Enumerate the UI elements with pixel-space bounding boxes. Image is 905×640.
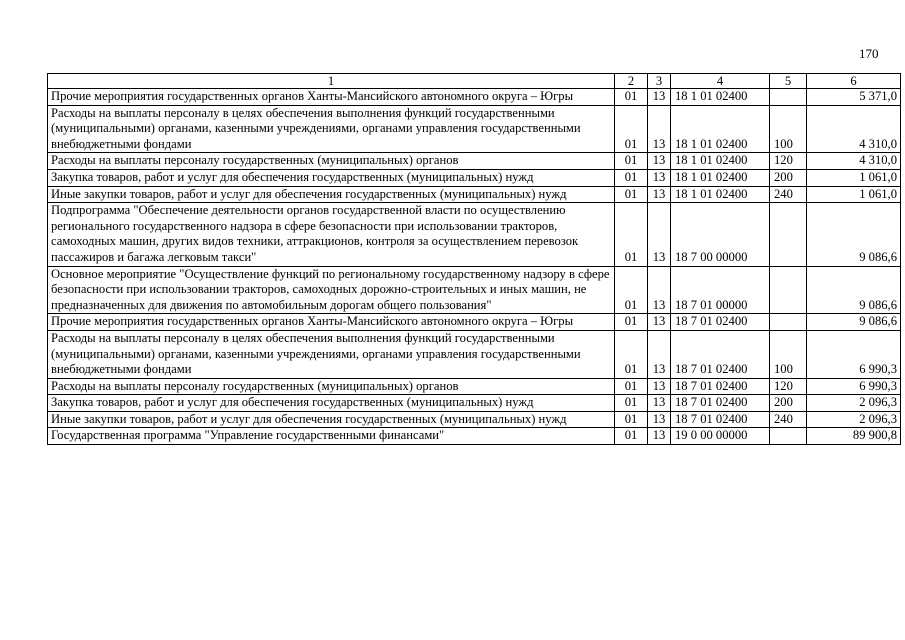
expense-type-cell: 240 — [770, 411, 807, 428]
subsection-code-cell: 13 — [648, 378, 671, 395]
target-article-cell: 18 7 01 02400 — [671, 330, 770, 378]
item-name-cell: Закупка товаров, работ и услуг для обеспечения государственных (муниципальных) нужд — [48, 169, 615, 186]
section-code-cell: 01 — [615, 330, 648, 378]
section-code-cell: 01 — [615, 89, 648, 106]
target-article-cell: 18 7 00 00000 — [671, 203, 770, 266]
section-code-cell: 01 — [615, 203, 648, 266]
expense-type-cell: 120 — [770, 153, 807, 170]
expense-type-cell — [770, 89, 807, 106]
target-article-cell: 18 7 01 02400 — [671, 378, 770, 395]
target-article-cell: 18 1 01 02400 — [671, 153, 770, 170]
item-name-cell: Расходы на выплаты персоналу государственных (муниципальных) органов — [48, 153, 615, 170]
expense-type-cell — [770, 266, 807, 314]
expense-type-cell: 100 — [770, 105, 807, 153]
subsection-code-cell: 13 — [648, 428, 671, 445]
table-row — [48, 153, 901, 170]
section-code-cell: 01 — [615, 266, 648, 314]
amount-cell: 9 086,6 — [807, 266, 901, 314]
expense-type-cell: 200 — [770, 169, 807, 186]
section-code-cell: 01 — [615, 428, 648, 445]
section-code-cell: 01 — [615, 395, 648, 412]
target-article-cell: 18 1 01 02400 — [671, 89, 770, 106]
column-number: 5 — [770, 74, 807, 89]
subsection-code-cell: 13 — [648, 395, 671, 412]
column-number: 2 — [615, 74, 648, 89]
item-name-cell: Расходы на выплаты персоналу в целях обеспечения выполнения функций государственными (муниципальными) органами, казенными учреждениями, органами управления государственными внебюджетными фондами — [48, 105, 615, 153]
table-row — [48, 203, 901, 266]
target-article-cell: 18 1 01 02400 — [671, 169, 770, 186]
amount-cell: 89 900,8 — [807, 428, 901, 445]
table-row — [48, 395, 901, 412]
amount-cell: 1 061,0 — [807, 169, 901, 186]
target-article-cell: 18 7 01 02400 — [671, 411, 770, 428]
section-code-cell: 01 — [615, 169, 648, 186]
subsection-code-cell: 13 — [648, 330, 671, 378]
item-name-cell: Расходы на выплаты персоналу государственных (муниципальных) органов — [48, 378, 615, 395]
column-number: 1 — [48, 74, 615, 89]
amount-cell: 9 086,6 — [807, 203, 901, 266]
page-number: 170 — [859, 46, 879, 61]
expense-type-cell — [770, 203, 807, 266]
amount-cell: 4 310,0 — [807, 105, 901, 153]
column-number: 6 — [807, 74, 901, 89]
table-row — [48, 89, 901, 106]
table-row — [48, 105, 901, 153]
subsection-code-cell: 13 — [648, 153, 671, 170]
item-name-cell: Подпрограмма "Обеспечение деятельности органов государственной власти по осуществлению регионального государственного надзора в сфере безопасности при использовании тракторов, самоходных машин, других видов техники, аттракционов, контроля за осуществлением перевозок пассажиров и багажа легковым такси" — [48, 203, 615, 266]
column-number: 3 — [648, 74, 671, 89]
item-name-cell: Иные закупки товаров, работ и услуг для обеспечения государственных (муниципальных) нужд — [48, 411, 615, 428]
target-article-cell: 18 1 01 02400 — [671, 186, 770, 203]
table-row — [48, 428, 901, 445]
table-row — [48, 266, 901, 314]
table-row — [48, 411, 901, 428]
target-article-cell: 19 0 00 00000 — [671, 428, 770, 445]
expense-type-cell: 120 — [770, 378, 807, 395]
target-article-cell: 18 7 01 02400 — [671, 395, 770, 412]
budget-table — [47, 73, 901, 445]
expense-type-cell — [770, 428, 807, 445]
item-name-cell: Прочие мероприятия государственных органов Ханты-Мансийского автономного округа – Югры — [48, 314, 615, 331]
column-number: 4 — [671, 74, 770, 89]
amount-cell: 5 371,0 — [807, 89, 901, 106]
item-name-cell: Основное мероприятие "Осуществление функций по региональному государственному надзору в сфере безопасности при использовании тракторов, самоходных дорожно-строительных и иных машин, не предназначенных для движения по автомобильным дорогам общего пользования" — [48, 266, 615, 314]
item-name-cell: Расходы на выплаты персоналу в целях обеспечения выполнения функций государственными (муниципальными) органами, казенными учреждениями, органами управления государственными внебюджетными фондами — [48, 330, 615, 378]
amount-cell: 1 061,0 — [807, 186, 901, 203]
item-name-cell: Государственная программа "Управление государственными финансами" — [48, 428, 615, 445]
column-number-row — [48, 74, 901, 89]
item-name-cell: Прочие мероприятия государственных органов Ханты-Мансийского автономного округа – Югры — [48, 89, 615, 106]
section-code-cell: 01 — [615, 411, 648, 428]
section-code-cell: 01 — [615, 105, 648, 153]
section-code-cell: 01 — [615, 378, 648, 395]
table-row — [48, 314, 901, 331]
expense-type-cell: 100 — [770, 330, 807, 378]
subsection-code-cell: 13 — [648, 266, 671, 314]
expense-type-cell: 240 — [770, 186, 807, 203]
target-article-cell: 18 7 01 00000 — [671, 266, 770, 314]
section-code-cell: 01 — [615, 186, 648, 203]
subsection-code-cell: 13 — [648, 411, 671, 428]
expense-type-cell — [770, 314, 807, 331]
table-row — [48, 169, 901, 186]
table-row — [48, 330, 901, 378]
section-code-cell: 01 — [615, 314, 648, 331]
subsection-code-cell: 13 — [648, 105, 671, 153]
amount-cell: 2 096,3 — [807, 411, 901, 428]
table-row — [48, 186, 901, 203]
item-name-cell: Закупка товаров, работ и услуг для обеспечения государственных (муниципальных) нужд — [48, 395, 615, 412]
subsection-code-cell: 13 — [648, 186, 671, 203]
subsection-code-cell: 13 — [648, 89, 671, 106]
item-name-cell: Иные закупки товаров, работ и услуг для обеспечения государственных (муниципальных) нужд — [48, 186, 615, 203]
amount-cell: 6 990,3 — [807, 330, 901, 378]
amount-cell: 2 096,3 — [807, 395, 901, 412]
subsection-code-cell: 13 — [648, 169, 671, 186]
subsection-code-cell: 13 — [648, 203, 671, 266]
subsection-code-cell: 13 — [648, 314, 671, 331]
target-article-cell: 18 7 01 02400 — [671, 314, 770, 331]
amount-cell: 9 086,6 — [807, 314, 901, 331]
section-code-cell: 01 — [615, 153, 648, 170]
amount-cell: 6 990,3 — [807, 378, 901, 395]
expense-type-cell: 200 — [770, 395, 807, 412]
amount-cell: 4 310,0 — [807, 153, 901, 170]
table-row — [48, 378, 901, 395]
target-article-cell: 18 1 01 02400 — [671, 105, 770, 153]
